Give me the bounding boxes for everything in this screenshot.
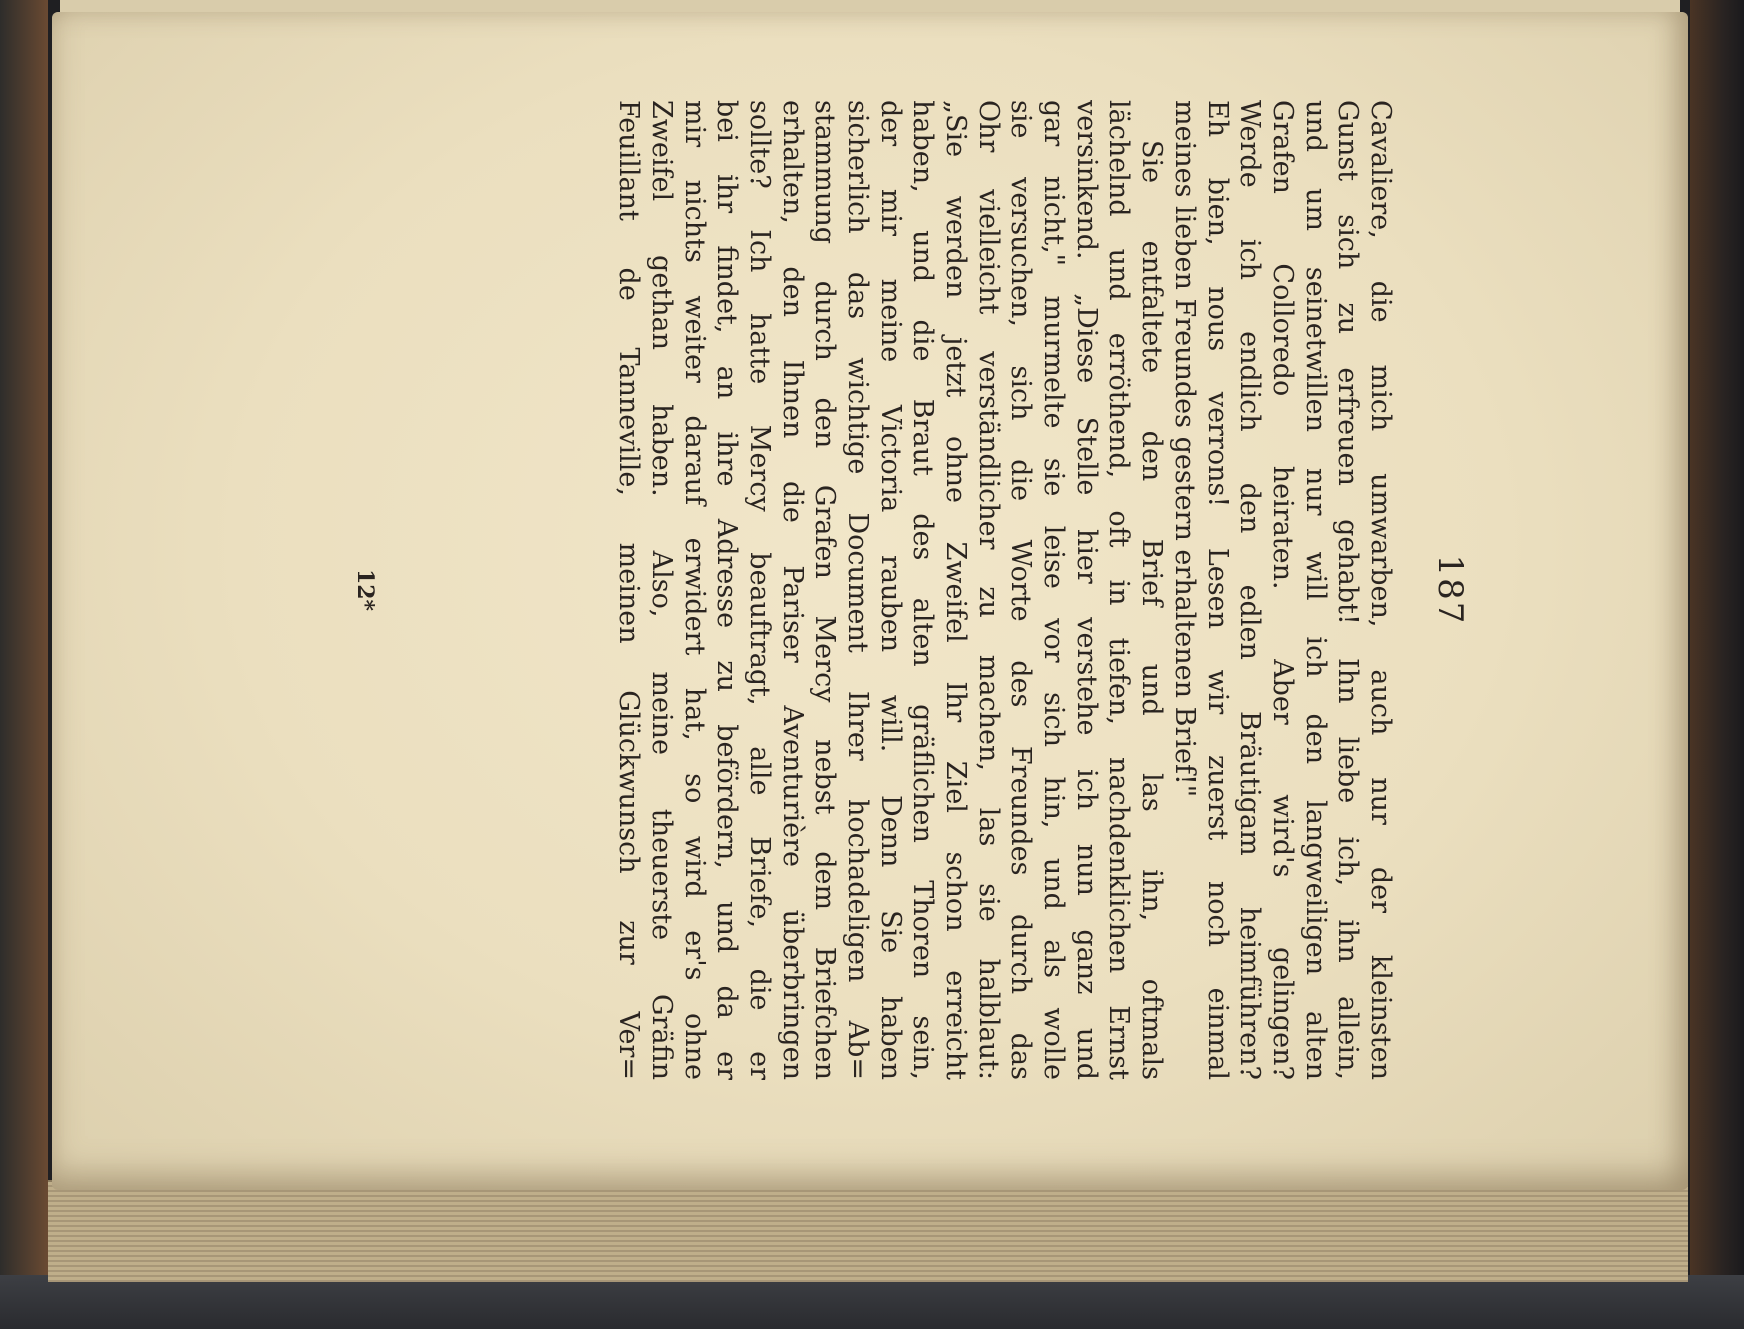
text-line: erhalten, den Ihnen die Pariser Aventurière überbringen [776,100,808,1080]
rotated-text-block [330,100,1480,1080]
text-line: sicherlich das wichtige Document Ihrer hochadeligen Ab= [842,100,873,1080]
text-line: meines lieben Freundes gestern erhaltenen Brief!" [1168,100,1200,798]
text-line: „Sie werden jetzt ohne Zweifel Ihr Ziel schon erreicht [940,100,972,1080]
text-lines [612,100,1397,1080]
text-line: mir nichts weiter darauf erwidert hat, so wird er's ohne [678,100,710,1080]
text-line: Ohr vielleicht verständlicher zu machen, las sie halblaut: [972,100,1004,1080]
text-line: gar nicht," murmelte sie leise vor sich hin, und als wolle [1038,100,1070,1080]
text-line: bei ihr findet, an ihre Adresse zu befördern, und da er [711,100,743,1080]
book-cover-bottom [0,1275,1744,1329]
text-line: Gunst sich zu erfreuen gehabt! Ihn liebe ich, ihn allein, [1332,100,1364,1080]
text-line: der mir meine Victoria rauben will. Denn Sie haben [874,100,906,1080]
book-cover-left [0,0,48,1329]
text-line: sollte? Ich hatte Mercy beauftragt, alle Briefe, die er [743,100,775,1080]
text-line: sie versuchen, sich die Worte des Freundes durch das [1005,100,1037,1080]
text-line: Feuillant de Tanneville, meinen Glückwunsch zur Ver= [613,100,645,1080]
text-line: haben, und die Braut des alten gräflichen Thoren sein, [907,100,939,1080]
text-line: Zweifel gethan haben. Also, meine theuerste Gräfin [645,100,677,1080]
page-number: 187 [1430,554,1470,626]
text-line: versinkend. „Diese Stelle hier verstehe ich nun ganz und [1070,100,1102,1080]
text-line: und um seinetwillen nur will ich den langweiligen alten [1299,100,1331,1080]
text-line: lächelnd und erröthend, oft in tiefen, nachdenklichen Ernst [1103,100,1135,1080]
text-line: Werde ich endlich den edlen Bräutigam heimführen? [1234,100,1266,1080]
text-line: Sie entfaltete den Brief und las ihn, oftmals [1136,140,1168,1080]
text-line: stammung durch den Grafen Mercy nebst dem Briefchen [809,100,841,1080]
text-line: Eh bien, nous verrons! Lesen wir zuerst noch einmal [1201,100,1233,1080]
book-cover-right [1690,0,1744,1329]
text-line: Cavaliere, die mich umwarben, auch nur der kleinsten [1365,100,1396,1080]
text-line: Grafen Colloredo heiraten. Aber wird's gelingen? [1266,100,1298,1080]
page-block-edge [48,1180,1688,1282]
signature-mark: 12* [352,568,378,612]
